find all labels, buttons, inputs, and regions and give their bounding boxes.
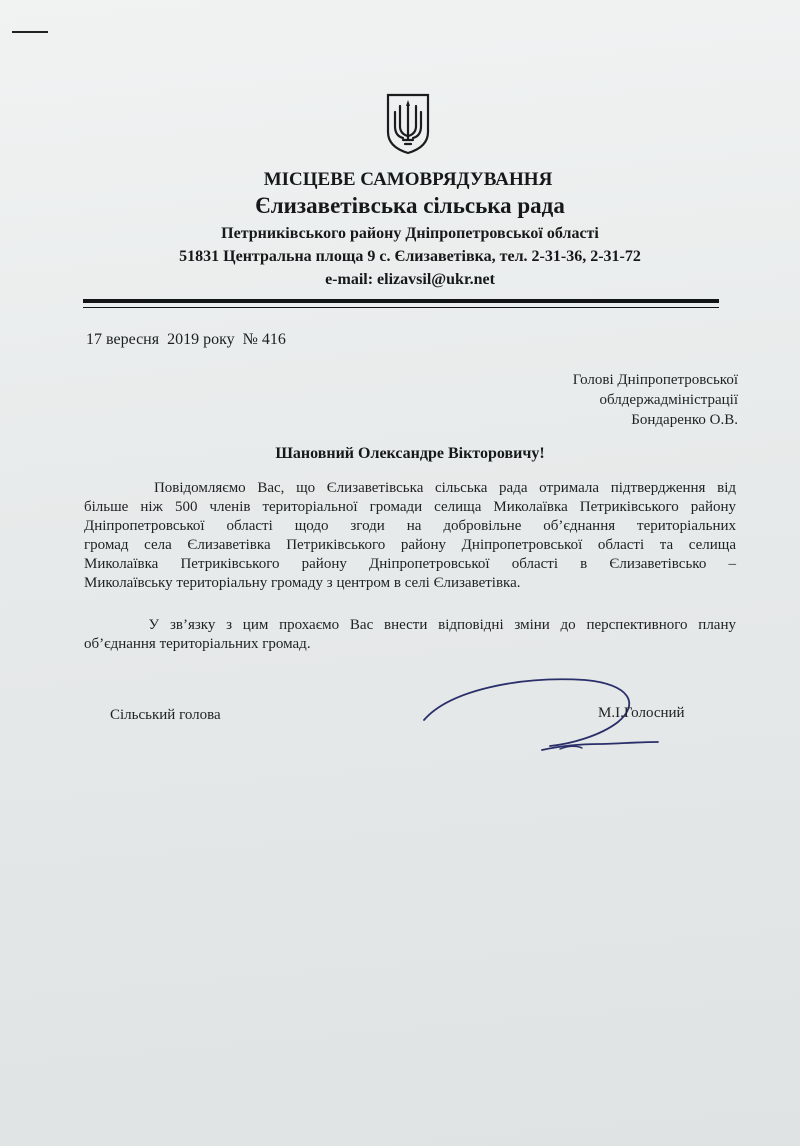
- addressee-line-1: Голові Дніпропетровської: [572, 372, 738, 388]
- letterhead-address: 51831 Центральна площа 9 с. Єлизаветівка, тел. 2-31-36, 2-31-72: [179, 248, 641, 265]
- letterhead-line-1: МІСЦЕВЕ САМОВРЯДУВАННЯ: [263, 169, 553, 190]
- body-line: більше ніж 500 членів територіальної громади селища Миколаївка Петриківського району: [84, 499, 736, 515]
- body-paragraph-2: [84, 616, 736, 654]
- body-line: об’єднання територіальних громад.: [84, 636, 311, 652]
- signatory-name: М.І.Голосний: [598, 705, 685, 721]
- letterhead-email: e-mail: elizavsil@ukr.net: [325, 271, 495, 288]
- body-line: Дніпропетровської області щодо згоди на добровільне об’єднання територіальних: [84, 518, 736, 534]
- addressee-line-3: Бондаренко О.В.: [631, 412, 738, 428]
- letterhead-rule-thick: [83, 299, 719, 303]
- body-line: У зв’язку з цим прохаємо Вас внести відповідні зміни до перспективного плану: [84, 617, 736, 633]
- letterhead-rule-thin: [83, 307, 719, 308]
- body-line: Повідомляємо Вас, що Єлизаветівська сільська рада отримала підтвердження від: [84, 480, 736, 496]
- addressee-line-2: облдержадміністрації: [599, 392, 738, 408]
- body-line: Миколаївську територіальну громаду з центром в селі Єлизаветівка.: [84, 575, 521, 591]
- body-line: громад села Єлизаветівка Петриківського району Дніпропетровської області та селища: [84, 537, 736, 553]
- signature-title: Сільський голова: [110, 707, 221, 723]
- trident-coat-of-arms-icon: [385, 92, 431, 156]
- corner-mark: [12, 31, 48, 33]
- salutation: Шановний Олександре Вікторовичу!: [275, 445, 545, 462]
- body-paragraph-1: [84, 479, 736, 593]
- date-and-number: 17 вересня 2019 року № 416: [86, 331, 286, 348]
- council-name: Єлизаветівська сільська рада: [255, 193, 565, 218]
- letterhead-district: Петрниківського району Дніпропетровської області: [221, 225, 599, 242]
- addressee-block: [573, 370, 738, 430]
- body-line: Миколаївка Петриківського району Дніпропетровської області в Єлизаветівсько –: [84, 556, 736, 572]
